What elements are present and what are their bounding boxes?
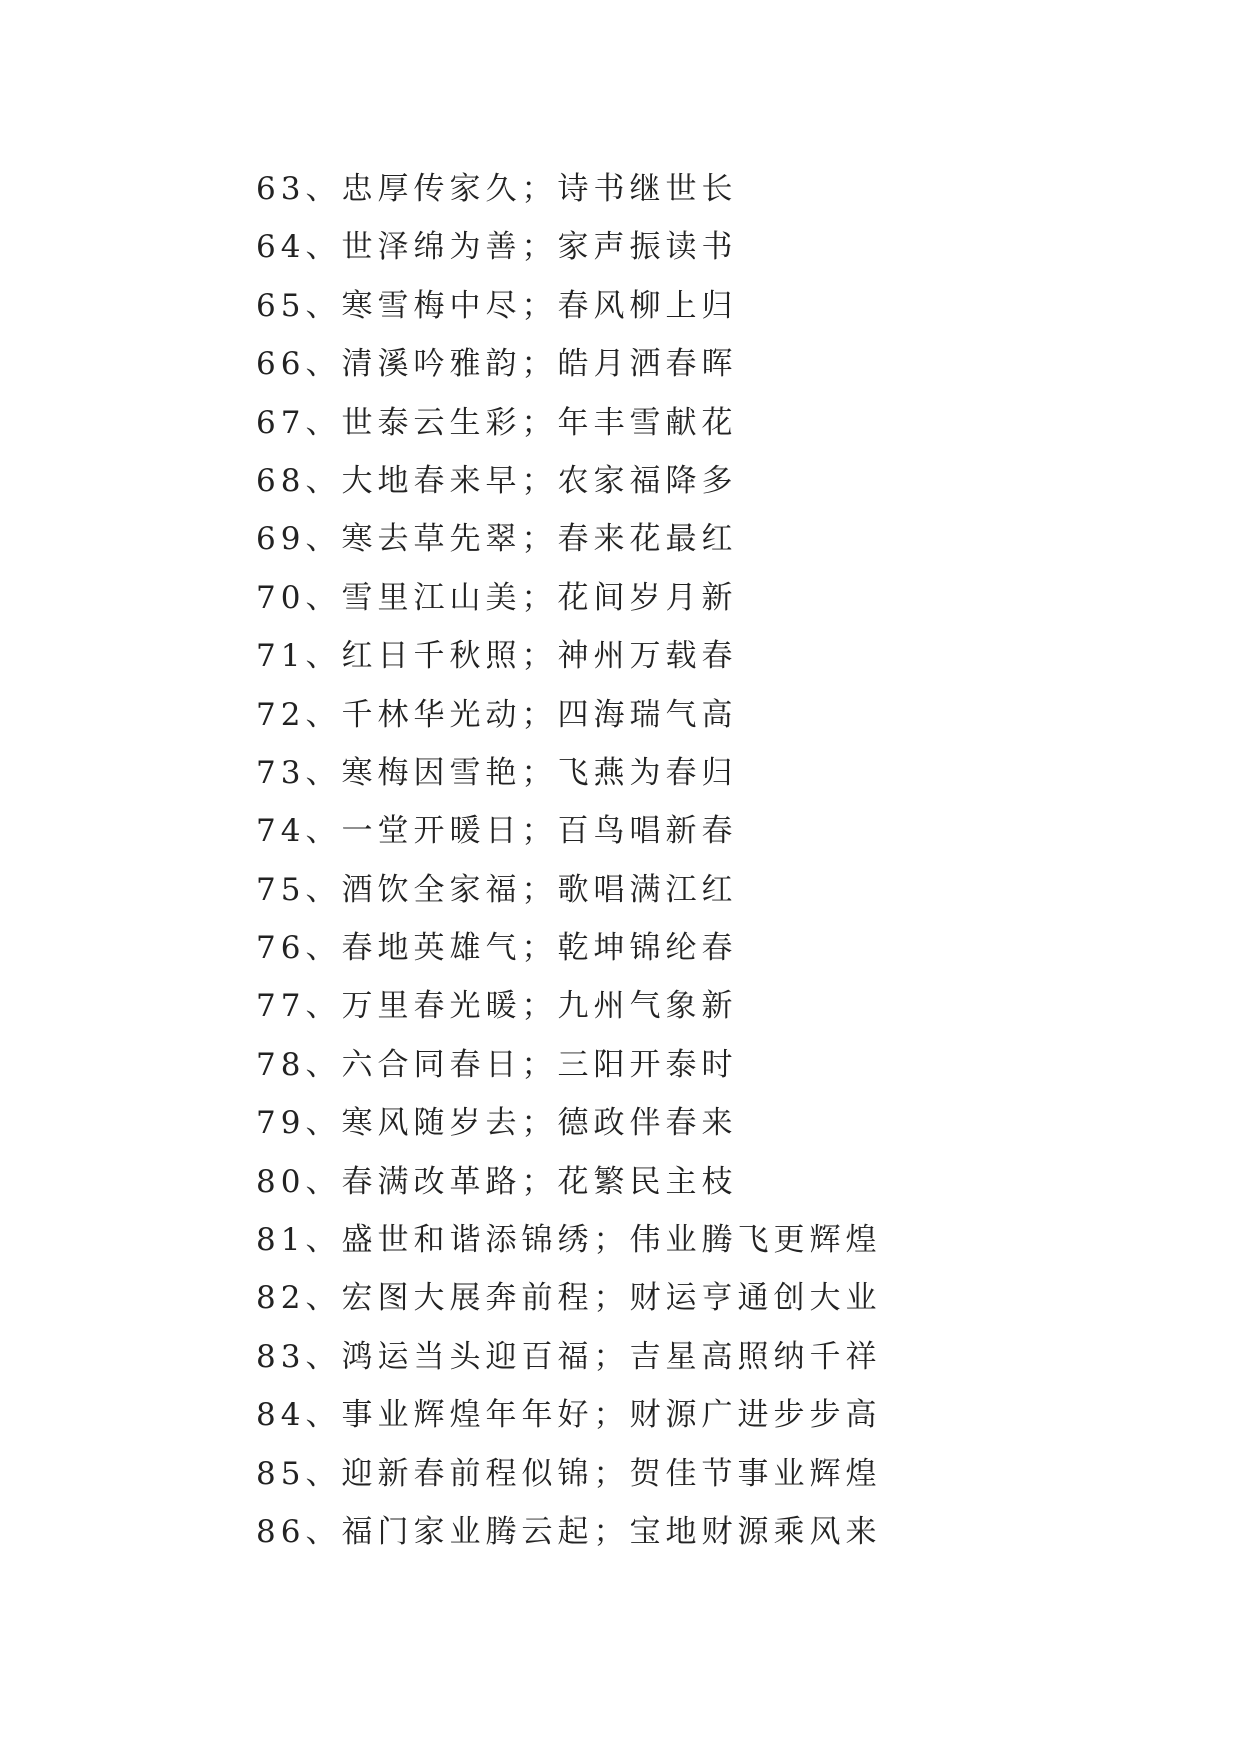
couplet-line-69: 69、寒去草先翠；春来花最红 bbox=[256, 521, 738, 558]
couplet-line-76: 76、春地英雄气；乾坤锦纶春 bbox=[256, 930, 738, 967]
couplet-line-83: 83、鸿运当头迎百福；吉星高照纳千祥 bbox=[256, 1338, 882, 1375]
couplet-line-67: 67、世泰云生彩；年丰雪献花 bbox=[256, 404, 738, 441]
couplet-line-80: 80、春满改革路；花繁民主枝 bbox=[256, 1163, 738, 1200]
couplet-line-68: 68、大地春来早；农家福降多 bbox=[256, 462, 738, 499]
couplet-line-82: 82、宏图大展奔前程；财运亨通创大业 bbox=[256, 1280, 882, 1317]
couplet-line-66: 66、清溪吟雅韵；皓月洒春晖 bbox=[256, 346, 738, 383]
couplet-line-73: 73、寒梅因雪艳；飞燕为春归 bbox=[256, 754, 738, 791]
couplet-line-78: 78、六合同春日；三阳开泰时 bbox=[256, 1046, 738, 1083]
couplet-line-81: 81、盛世和谐添锦绣；伟业腾飞更辉煌 bbox=[256, 1222, 882, 1259]
couplet-list bbox=[256, 160, 881, 1561]
couplet-line-86: 86、福门家业腾云起；宝地财源乘风来 bbox=[256, 1513, 882, 1550]
couplet-line-79: 79、寒风随岁去；德政伴春来 bbox=[256, 1105, 738, 1142]
couplet-line-77: 77、万里春光暖；九州气象新 bbox=[256, 988, 738, 1025]
couplet-line-70: 70、雪里江山美；花间岁月新 bbox=[256, 579, 738, 616]
couplet-line-64: 64、世泽绵为善；家声振读书 bbox=[256, 229, 738, 266]
couplet-line-63: 63、忠厚传家久；诗书继世长 bbox=[256, 171, 738, 207]
couplet-line-74: 74、一堂开暖日；百鸟唱新春 bbox=[256, 813, 738, 850]
couplet-line-85: 85、迎新春前程似锦；贺佳节事业辉煌 bbox=[256, 1455, 882, 1492]
couplet-line-71: 71、红日千秋照；神州万载春 bbox=[256, 638, 738, 675]
couplet-line-65: 65、寒雪梅中尽；春风柳上归 bbox=[256, 287, 738, 324]
couplet-line-84: 84、事业辉煌年年好；财源广进步步高 bbox=[256, 1397, 882, 1434]
couplet-line-72: 72、千林华光动；四海瑞气高 bbox=[256, 696, 738, 733]
couplet-line-75: 75、酒饮全家福；歌唱满江红 bbox=[256, 871, 738, 908]
